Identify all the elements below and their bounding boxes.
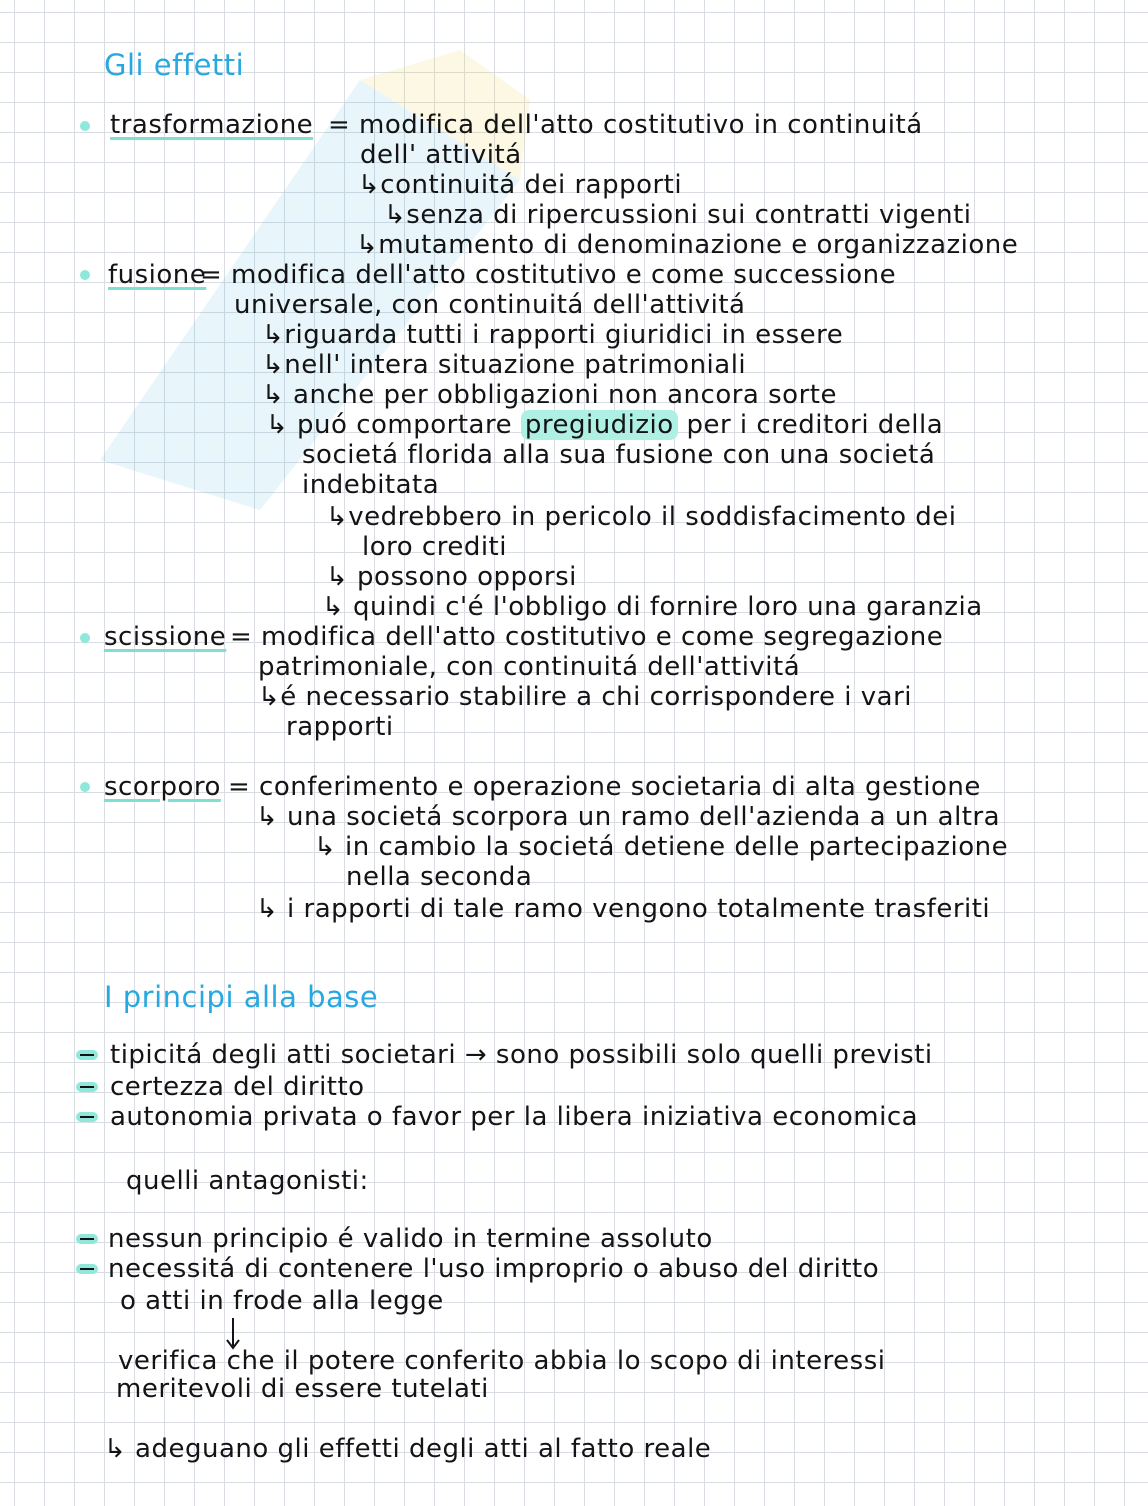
verify-line-2: meritevoli di essere tutelati [116, 1374, 489, 1404]
def-scissione-2: patrimoniale, con continuitá dell'attivitá [258, 652, 801, 682]
heading-effects: Gli effetti [104, 48, 245, 82]
sub-scorporo-2-line2: nella seconda [346, 862, 533, 892]
sub-fusione-5-line2: loro crediti [362, 532, 507, 562]
sub-fusione-4-line2: societá florida alla sua fusione con una societá [302, 440, 936, 470]
term-trasformazione: trasformazione [110, 110, 314, 140]
sub-trasformazione-2: ↳senza di ripercussioni sui contratti vigenti [384, 200, 972, 230]
conclusion: ↳ adeguano gli effetti degli atti al fatto reale [104, 1434, 712, 1464]
def-trasformazione-1: = modifica dell'atto costitutivo in continuitá [328, 110, 923, 140]
sub-fusione-7: ↳ quindi c'é l'obbligo di fornire loro una garanzia [322, 592, 983, 622]
sub-fusione-4-line3: indebitata [302, 470, 440, 500]
bullet-dash [76, 1234, 98, 1244]
bullet-dash [76, 1082, 98, 1092]
sub-scissione-1-line2: rapporti [286, 712, 394, 742]
bullet-dot [80, 270, 90, 280]
bullet-dash [76, 1050, 98, 1060]
sub-fusione-5: ↳vedrebbero in pericolo il soddisfacimento dei [326, 502, 957, 532]
verify-line-1: verifica che il potere conferito abbia lo scopo di interessi [118, 1346, 886, 1376]
bullet-dot [80, 633, 90, 643]
sub-trasformazione-1: ↳continuitá dei rapporti [358, 170, 683, 200]
bullet-dot [80, 121, 90, 131]
heading-principles: I principi alla base [104, 980, 379, 1014]
antagonist-label: quelli antagonisti: [126, 1166, 369, 1196]
term-scissione: scissione [104, 622, 227, 652]
def-fusione-1: = modifica dell'atto costitutivo e come successione [200, 260, 897, 290]
def-fusione-2: universale, con continuitá dell'attivitá [234, 290, 746, 320]
sub-scissione-1: ↳é necessario stabilire a chi corrispondere i vari [258, 682, 912, 712]
sub-scorporo-1: ↳ una societá scorpora un ramo dell'azienda a un altra [256, 802, 1001, 832]
antagonist-2: necessitá di contenere l'uso improprio o abuso del diritto [108, 1254, 880, 1284]
def-trasformazione-2: dell' attivitá [360, 140, 522, 170]
principle-1: tipicitá degli atti societari → sono possibili solo quelli previsti [110, 1040, 933, 1070]
term-scorporo: scorporo [104, 772, 221, 802]
sub-fusione-4-b: per i creditori della [686, 410, 944, 440]
sub-fusione-4 [266, 410, 943, 440]
bullet-dot [80, 782, 90, 792]
sub-fusione-2: ↳nell' intera situazione patrimoniali [262, 350, 747, 380]
sub-fusione-4-a: ↳ puó comportare [266, 410, 513, 440]
bullet-dash [76, 1264, 98, 1274]
def-scissione-1: = modifica dell'atto costitutivo e come segregazione [230, 622, 944, 652]
principle-3: autonomia privata o favor per la libera iniziativa economica [110, 1102, 919, 1132]
sub-fusione-1: ↳riguarda tutti i rapporti giuridici in essere [262, 320, 844, 350]
principle-2: certezza del diritto [110, 1072, 365, 1102]
bullet-dash [76, 1112, 98, 1122]
sub-fusione-3: ↳ anche per obbligazioni non ancora sorte [262, 380, 837, 410]
def-scorporo-1: = conferimento e operazione societaria di alta gestione [228, 772, 981, 802]
sub-scorporo-3: ↳ i rapporti di tale ramo vengono totalmente trasferiti [256, 894, 991, 924]
sub-fusione-6: ↳ possono opporsi [326, 562, 577, 592]
sub-trasformazione-3: ↳mutamento di denominazione e organizzazione [356, 230, 1019, 260]
antagonist-2-line2: o atti in frode alla legge [120, 1286, 444, 1316]
sub-scorporo-2: ↳ in cambio la societá detiene delle partecipazione [314, 832, 1009, 862]
highlight-pregiudizio: pregiudizio [521, 410, 678, 440]
antagonist-1: nessun principio é valido in termine assoluto [108, 1224, 713, 1254]
term-fusione: fusione [108, 260, 207, 290]
